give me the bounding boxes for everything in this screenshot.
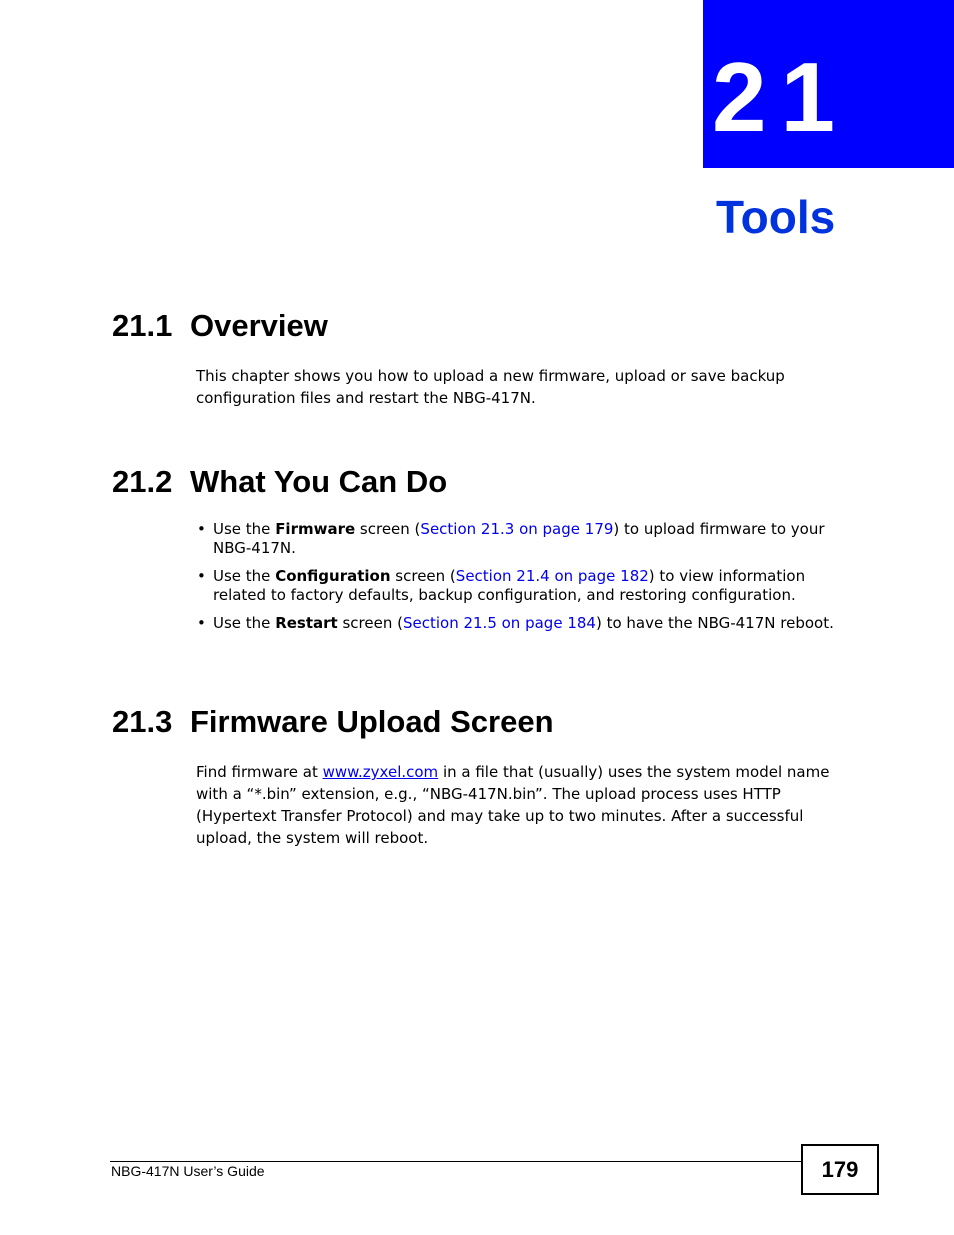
list-item <box>196 520 846 558</box>
section-title: Overview <box>190 308 328 343</box>
chapter-number: 21 <box>712 42 850 152</box>
screen-name: Firmware <box>275 520 356 538</box>
chapter-title: Tools <box>716 191 836 243</box>
list-item-text: Use the <box>213 614 276 632</box>
footer-guide-title: NBG-417N User’s Guide <box>111 1163 265 1179</box>
list-item-text: Use the <box>213 567 276 585</box>
screen-name: Restart <box>275 614 338 632</box>
list-item-text: ) to view information related to factory defaults, backup configuration, and restoring configuration. <box>213 567 806 604</box>
section-title: What You Can Do <box>190 464 448 499</box>
section-title: Firmware Upload Screen <box>190 704 554 739</box>
list-item-text: ) to upload firmware to your NBG-417N. <box>213 520 825 557</box>
section-cross-reference-link[interactable]: Section 21.5 on page 184 <box>402 614 596 632</box>
bullet-icon: • <box>197 614 206 632</box>
section-heading-what-you-can-do <box>112 465 447 499</box>
section-heading-overview <box>112 309 328 343</box>
firmware-upload-paragraph <box>196 761 846 849</box>
bullet-icon: • <box>197 567 206 585</box>
section-cross-reference-link[interactable]: Section 21.4 on page 182 <box>455 567 649 585</box>
list-item <box>196 567 846 605</box>
section-number: 21.3 <box>112 704 173 739</box>
paragraph-text: Find firmware at <box>196 763 323 781</box>
list-item-text: ) to have the NBG-417N reboot. <box>595 614 834 632</box>
zyxel-website-link[interactable]: www.zyxel.com <box>322 763 439 781</box>
list-item-text: Use the <box>213 520 276 538</box>
overview-paragraph: This chapter shows you how to upload a new firmware, upload or save backup configuration files and restart the NBG-417N. <box>196 367 785 407</box>
page-number: 179 <box>801 1144 879 1195</box>
list-item <box>196 614 846 633</box>
list-item-text: screen ( <box>355 520 421 538</box>
bullet-icon: • <box>197 520 206 538</box>
section-heading-firmware-upload <box>112 705 554 739</box>
section-number: 21.2 <box>112 464 173 499</box>
screen-name: Configuration <box>275 567 391 585</box>
what-you-can-do-list <box>196 520 846 642</box>
section-cross-reference-link[interactable]: Section 21.3 on page 179 <box>420 520 614 538</box>
paragraph-text: in a file that (usually) uses the system model name with a “*.bin” extension, e.g., “NBG-417N.bin”. The upload process uses HTTP (Hypertext Transfer Protocol) and may take up to two minutes. After a successful upload, the system will reboot. <box>196 763 830 847</box>
section-number: 21.1 <box>112 308 173 343</box>
list-item-text: screen ( <box>337 614 403 632</box>
list-item-text: screen ( <box>390 567 456 585</box>
